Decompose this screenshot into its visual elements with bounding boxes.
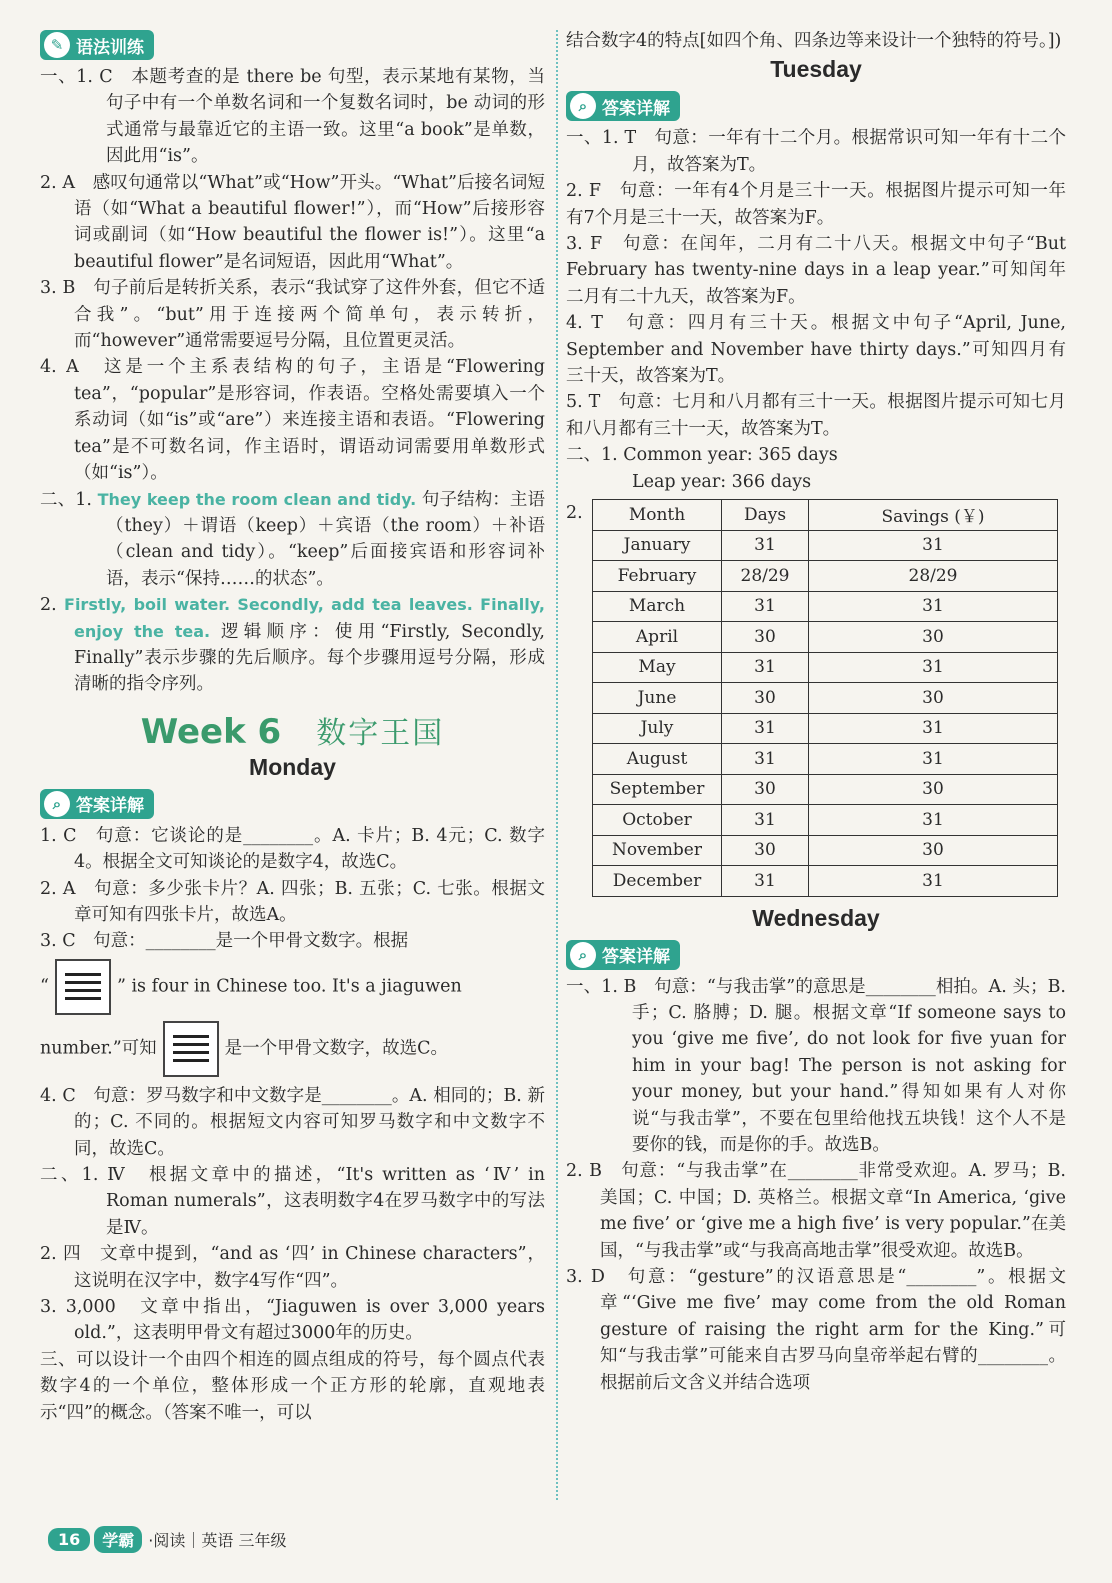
cell-month: June [593, 683, 722, 714]
answer-tag-label: 答案详解 [602, 98, 670, 119]
tuesday-answer-3: 3. F 句意：在闰年，二月有二十八天。根据文中句子“But February has twenty-nine days in a leap year.”可知闰年二月有二十九天，故答案为F。 [566, 234, 1066, 307]
answer-text: ” is four in Chinese too. It's a jiaguwen [116, 976, 462, 997]
cell-savings: 30 [809, 622, 1058, 653]
tuesday-answer-2-1a: 二、1. Common year: 365 days [566, 445, 838, 466]
grammar-answer-2-1: 二、1. They keep the room clean and tidy. 句子结构：主语（they）＋谓语（keep）＋宾语（the room）＋补语（clean and tidy）。“keep”后面接宾语和形容词补语，表示“保持……的状态”。 [40, 489, 545, 589]
header-days: Days [722, 500, 809, 531]
answer-section-tag [40, 789, 154, 819]
tuesday-answer-2-1b: Leap year: 366 days [632, 471, 812, 492]
cell-savings: 30 [809, 835, 1058, 866]
cell-days: 31 [722, 866, 809, 897]
monday-answer-3c [40, 1021, 545, 1077]
grammar-answer-2-2: 2. Firstly, boil water. Secondly, add tea leaves. Finally, enjoy the tea. 逻辑顺序：使用“Firstly, Secondly, Finally”表示步骤的先后顺序。每个步骤用逗号分隔，形成清晰的指令序列。 [40, 595, 545, 695]
search-icon: ⌕ [570, 942, 596, 968]
cell-days: 31 [722, 652, 809, 683]
grammar-section-tag [40, 30, 154, 60]
cell-month: January [593, 530, 722, 561]
grammar-answer-1-3: 3. B 句子前后是转折关系，表示“我试穿了这件外套，但它不适合我”。“but”用于连接两个简单句，表示转折，而“however”通常需要逗号分隔，且位置更灵活。 [40, 278, 545, 352]
monday-answer-2-1: 二、1. Ⅳ 根据文章中的描述，“It's written as ‘Ⅳ’ in Roman numerals”，这表明数字4在罗马数字中的写法是Ⅳ。 [40, 1165, 545, 1238]
continued-text: 结合数字4的特点[如四个角、四条边等来设计一个独特的符号。]) [566, 31, 1062, 51]
search-icon: ⌕ [570, 93, 596, 119]
book-title: ·阅读｜英语 三年级 [148, 1531, 287, 1550]
monday-answer-1: 1. C 句意：它谈论的是________。A. 卡片；B. 4元；C. 数字4。根据全文可知谈论的是数字4，故选C。 [40, 825, 545, 873]
cell-savings: 30 [809, 683, 1058, 714]
week-label: Week 6 [140, 711, 282, 752]
brand-badge: 学霸 [94, 1526, 142, 1553]
column-divider [556, 30, 558, 1500]
cell-days: 31 [722, 805, 809, 836]
cell-days: 30 [722, 683, 809, 714]
table-row [593, 744, 1058, 775]
answer-section-tag [566, 91, 680, 121]
grammar-answer-1-2: 2. A 感叹句通常以“What”或“How”开头。“What”后接名词短语（如“What a beautiful flower!”），而“How”后接形容词或副词（如“How beautiful the flower is!”）。这里“a beautiful flower”是名词短语，因此用“What”。 [40, 172, 545, 272]
table-row [593, 805, 1058, 836]
cell-month: August [593, 744, 722, 775]
answer-section-tag [566, 940, 680, 970]
page-number: 16 [48, 1528, 90, 1551]
monday-answer-3-open: 三、可以设计一个由四个相连的圆点组成的符号，每个圆点代表数字4的一个单位，整体形成一个正方形的轮廓，直观地表示“四”的概念。（答案不唯一，可以 [40, 1349, 545, 1423]
explanation: 句子结构：主语（they）＋谓语（keep）＋宾语（the room）＋补语（clean and tidy）。“keep”后面接宾语和形容词补语，表示“保持……的状态”。 [106, 489, 545, 589]
answer-tag-label: 答案详解 [76, 796, 144, 817]
table-row [593, 683, 1058, 714]
cell-month: October [593, 805, 722, 836]
cell-savings: 28/29 [809, 561, 1058, 592]
table-row [593, 591, 1058, 622]
table-row [593, 530, 1058, 561]
savings-table-wrap [566, 499, 1066, 897]
cell-savings: 31 [809, 744, 1058, 775]
oracle-four-symbol [163, 1021, 219, 1077]
cell-days: 28/29 [722, 561, 809, 592]
wednesday-answer-3: 3. D 句意：“gesture”的汉语意思是“________”。根据文章“‘Give me five’ may come from the old Roman gesture of raising the right arm for the King.”可知“与我击掌”可能来自古罗马向皇帝举起右臂的________。根据前后文含义并结合选项 [566, 1267, 1066, 1393]
grammar-answer-1-1: 一、1. C 本题考查的是 there be 句型，表示某地有某物，当句子中有一个单数名词和一个复数名词时，be 动词的形式通常与最靠近它的主语一致。这里“a book”是单数，因此用“is”。 [40, 67, 545, 167]
wednesday-answer-1: 一、1. B 句意：“与我击掌”的意思是________相拍。A. 头；B. 手；C. 胳膊；D. 腿。根据文章“If someone says to you ‘give me five’, do not look for five yuan for him in your bag! The person is not asking for your money, but your hand.”得知如果有人对你说“与我击掌”，不要在包里给他找五块钱！这个人不是要你的钱，而是你的手。故选B。 [566, 976, 1066, 1156]
table-header-row [593, 500, 1058, 531]
tuesday-answer-4: 4. T 句意：四月有三十天。根据文中句子“April, June, September and November have thirty days.”可知四月有三十天，故答案为T。 [566, 313, 1066, 387]
table-row [593, 561, 1058, 592]
header-savings: Savings (￥) [809, 500, 1058, 531]
search-icon: ⌕ [44, 791, 70, 817]
wednesday-answer-2: 2. B 句意：“与我击掌”在________非常受欢迎。A. 罗马；B. 美国；C. 中国；D. 英格兰。根据文章“In America, ‘give me five’ or ‘give me a high five’ is very popular.”在美国，“与我击掌”或“与我高高地击掌”很受欢迎。故选B。 [566, 1161, 1066, 1261]
table-row [593, 622, 1058, 653]
tuesday-answer-5: 5. T 句意：七月和八月都有三十一天。根据图片提示可知七月和八月都有三十一天，故答案为T。 [566, 392, 1066, 439]
answer-text: number.”可知 [40, 1038, 157, 1059]
cell-month: September [593, 774, 722, 805]
cell-days: 31 [722, 744, 809, 775]
week-heading [40, 708, 545, 752]
day-heading-wednesday: Wednesday [752, 904, 880, 931]
answer-key: They keep the room clean and tidy. [97, 489, 417, 509]
oracle-four-symbol [55, 959, 111, 1015]
cell-days: 30 [722, 622, 809, 653]
week-theme: 数字王国 [316, 715, 445, 751]
tuesday-answer-1: 一、1. T 句意：一年有十二个月。根据常识可知一年有十二个月，故答案为T。 [566, 128, 1066, 175]
cell-month: December [593, 866, 722, 897]
explanation: 逻辑顺序：使用“Firstly, Secondly, Finally”表示步骤的先后顺序。每个步骤用逗号分隔，形成清晰的指令序列。 [74, 621, 545, 695]
cell-month: April [593, 622, 722, 653]
grammar-tag-label: 语法训练 [76, 37, 144, 58]
cell-savings: 30 [809, 774, 1058, 805]
right-column [566, 28, 1066, 1396]
monday-answer-2-3: 3. 3,000 文章中指出，“Jiaguwen is over 3,000 years old.”，这表明甲骨文有超过3000年的历史。 [40, 1297, 545, 1344]
cell-days: 30 [722, 835, 809, 866]
cell-days: 31 [722, 713, 809, 744]
answer-tag-label: 答案详解 [602, 947, 670, 968]
cell-savings: 31 [809, 866, 1058, 897]
cell-days: 30 [722, 774, 809, 805]
answer-text: 是一个甲骨文数字，故选C。 [224, 1038, 449, 1059]
monday-answer-2-2: 2. 四 文章中提到，“and as ‘四’ in Chinese characters”，这说明在汉字中，数字4写作“四”。 [40, 1244, 545, 1291]
left-column [40, 28, 545, 1426]
table-row [593, 713, 1058, 744]
cell-month: May [593, 652, 722, 683]
answer-key: Firstly, boil water. Secondly, add tea leaves. Finally, enjoy the tea. [64, 595, 545, 641]
tuesday-answer-2: 2. F 句意：一年有4个月是三十一天。根据图片提示可知一年有7个月是三十一天，故答案为F。 [566, 181, 1066, 228]
table-row [593, 652, 1058, 683]
header-month: Month [593, 500, 722, 531]
grammar-answer-1-4: 4. A 这是一个主系表结构的句子，主语是“Flowering tea”，“popular”是形容词，作表语。空格处需要填入一个系动词（如“is”或“are”）来连接主语和表语。“Flowering tea”是不可数名词，作主语时，谓语动词需要用单数形式（如“is”）。 [40, 357, 545, 484]
table-body [593, 530, 1058, 896]
page-footer [48, 1526, 286, 1553]
monday-answer-2: 2. A 句意：多少张卡片？A. 四张；B. 五张；C. 七张。根据文章可知有四张卡片，故选A。 [40, 878, 545, 925]
cell-savings: 31 [809, 713, 1058, 744]
day-heading-tuesday: Tuesday [770, 56, 862, 83]
cell-savings: 31 [809, 530, 1058, 561]
question-number: 2. [566, 503, 583, 524]
table-row [593, 866, 1058, 897]
cell-month: February [593, 561, 722, 592]
savings-table [592, 499, 1058, 897]
cell-savings: 31 [809, 805, 1058, 836]
monday-answer-3b: “ ” is four in Chinese too. It's a jiaguwen [40, 959, 545, 1015]
monday-answer-3a: 3. C 句意：________是一个甲骨文数字。根据 [40, 931, 409, 952]
cell-month: November [593, 835, 722, 866]
day-heading-monday: Monday [249, 753, 336, 780]
cell-month: March [593, 591, 722, 622]
cell-savings: 31 [809, 591, 1058, 622]
table-row [593, 774, 1058, 805]
cell-days: 31 [722, 530, 809, 561]
cell-savings: 31 [809, 652, 1058, 683]
cell-month: July [593, 713, 722, 744]
monday-answer-4: 4. C 句意：罗马数字和中文数字是________。A. 相同的；B. 新的；C. 不同的。根据短文内容可知罗马数字和中文数字不同，故选C。 [40, 1085, 545, 1159]
table-row [593, 835, 1058, 866]
grammar-icon: ✎ [44, 32, 70, 58]
cell-days: 31 [722, 591, 809, 622]
